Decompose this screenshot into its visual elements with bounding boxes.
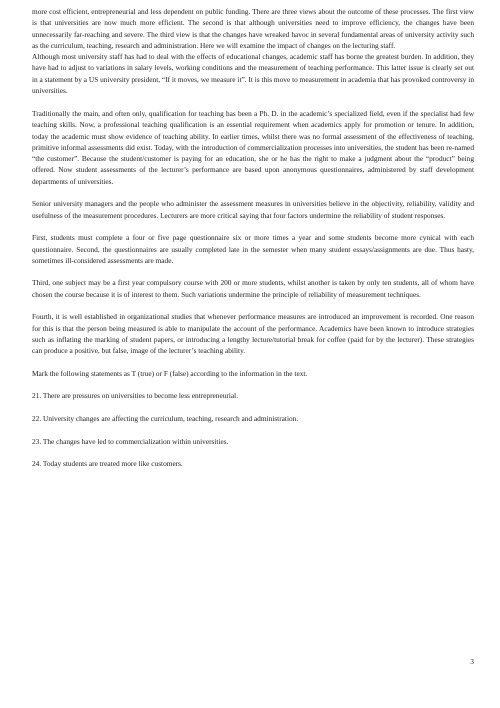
document-page [32, 6, 474, 469]
paragraph-spacer [32, 402, 474, 413]
paragraph-third-factor: Third, one subject may be a first year compulsory course with 200 or more students, whilst another is taken by only ten students, all of whom have chosen the course because it is of interest to them. Such variations undermine the principle of reliability of measurement techniques. [32, 278, 474, 299]
paragraph-spacer [32, 221, 474, 232]
paragraph-senior-managers: Senior university managers and the people who administer the assessment measures in universities believe in the objectivity, reliability, validity and usefulness of the measurement procedures. Lecturers are more critical saying that four factors undermine the reliability of student responses. [32, 199, 474, 220]
paragraph-spacer [32, 187, 474, 198]
paragraph-academic-staff: Although most university staff has had to deal with the effects of educational changes, academic staff has borne the greatest burden. In addition, they have had to adjust to variations in salary levels, working conditions and the measurement of teaching performance. This latter issue is clearly set out in a statement by a US university president, “If it moves, we measure it”. It is this move to measurement in academia that has provoked controversy in universities. [32, 52, 474, 96]
paragraph-teaching-qualification: Traditionally the main, and often only, qualification for teaching has been a Ph. D. in the academic’s specialized field, even if the specialist had few teaching skills. Now, a professional teaching qualification is an essential requirement when academics apply for promotion or tenure. In addition, today the academic must show evidence of teaching ability. In earlier times, whilst there was no formal assessment of the effectiveness of teaching, primitive informal assessments did exist. Today, with the introduction of commercialization processes into universities, the student has been re-named “the customer”. Because the student/customer is paying for an education, she or he has the right to make a judgment about the “product” being offered. Now student assessments of the lecturer’s performance are based upon anonymous questionnaires, administered by staff development departments of universities. [32, 108, 474, 186]
statement-24: 24. Today students are treated more like customers. [32, 459, 183, 469]
page-number: 3 [470, 657, 474, 666]
statement-22: 22. University changes are affecting the curriculum, teaching, research and administration. [32, 413, 299, 423]
paragraph-spacer [32, 447, 474, 458]
exercise-instruction: Mark the following statements as T (true) or F (false) according to the information in the text. [32, 368, 308, 378]
paragraph-spacer [32, 379, 474, 390]
paragraph-outcome-views: more cost efficient, entrepreneurial and less dependent on public funding. There are three views about the outcome of these processes. The first view is that universities are now much more efficient. The second is that although universities need to improve efficiency, the changes have been unnecessarily far-reaching and severe. The third view is that the changes have wreaked havoc in several fundamental areas of university activity such as the curriculum, teaching, research and administration. Here we will examine the impact of changes on the lecturing staff. [32, 7, 474, 50]
statement-23: 23. The changes have led to commercialization within universities. [32, 436, 229, 446]
paragraph-first-factor: First, students must complete a four or five page questionnaire six or more times a year and some students become more cynical with each questionnaire. Second, the questionnaires are usually completed late in the semester when many student essays/assignments are due. Thus hasty, sometimes ill-considered assessments are made. [32, 233, 474, 265]
paragraph-spacer [32, 266, 474, 277]
paragraph-spacer [32, 300, 474, 311]
statement-21: 21. There are pressures on universities to become less entrepreneurial. [32, 391, 239, 401]
paragraph-fourth-factor: Fourth, it is well established in organizational studies that whenever performance measures are introduced an improvement is recorded. One reason for this is that the person being measured is able to manipulate the account of the performance. Academics have been known to introduce strategies such as inflating the marking of student papers, or introducing a lengthy lecture/tutorial break for coffee (paid for by the lecturer). These strategies can produce a positive, but false, image of the lecturer’s teaching ability. [32, 312, 474, 356]
paragraph-spacer [32, 424, 474, 435]
paragraph-spacer [32, 96, 474, 108]
paragraph-spacer [32, 357, 474, 368]
